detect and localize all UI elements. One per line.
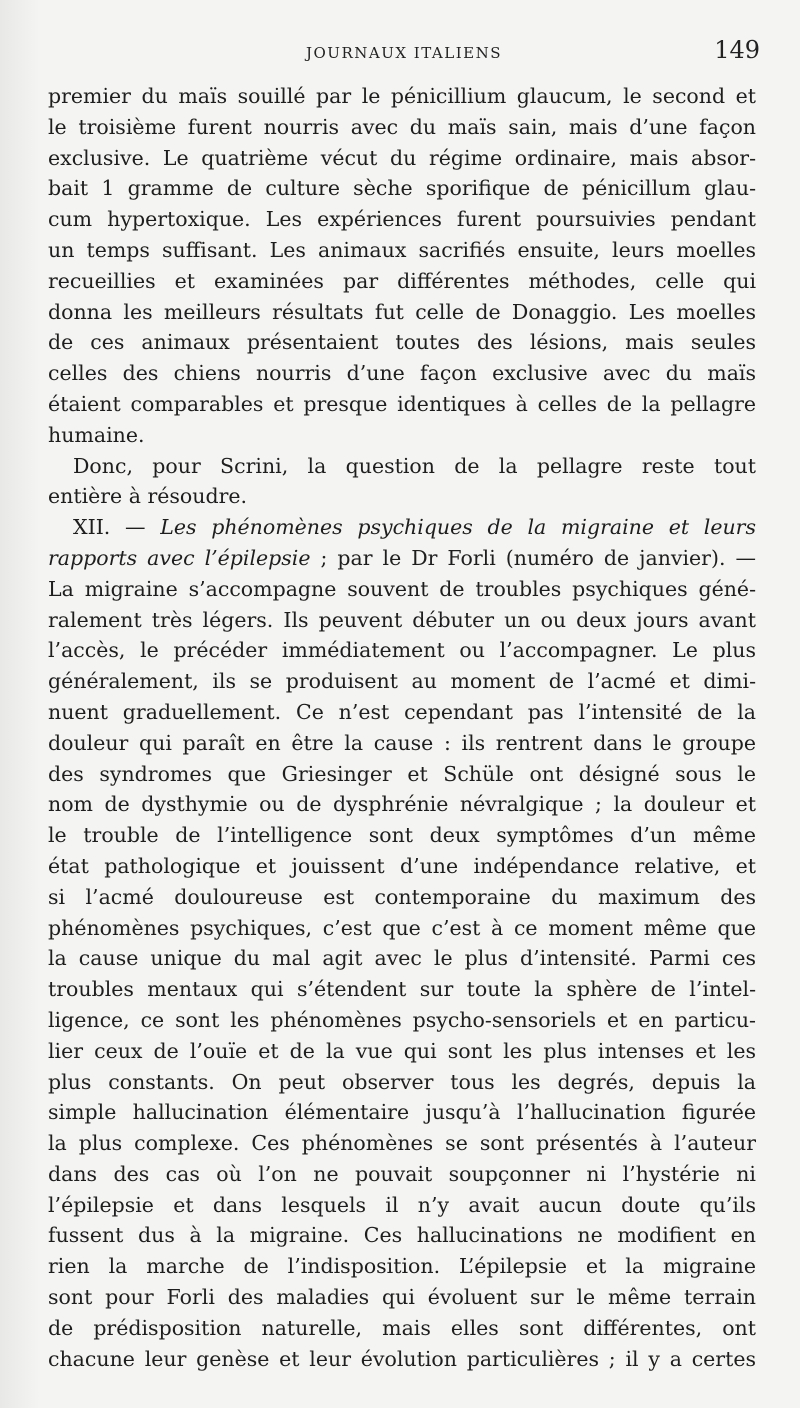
text-line: rapports avec l’épilepsie ; par le Dr Forli (numéro de janvier). — bbox=[48, 545, 756, 570]
text-line: humaine. bbox=[48, 422, 145, 447]
text-line: douleur qui paraît en être la cause : ils rentrent dans le groupe bbox=[48, 730, 756, 755]
text-line: sont pour Forli des maladies qui évoluent sur le même terrain bbox=[48, 1285, 756, 1310]
text-line: dans des cas où l’on ne pouvait soupçonner ni l’hystérie ni bbox=[48, 1161, 756, 1186]
text-line: généralement, ils se produisent au moment de l’acmé et dimi- bbox=[48, 669, 756, 694]
text-line: nuent graduellement. Ce n’est cependant pas l’intensité de la bbox=[48, 699, 756, 724]
text-line: lier ceux de l’ouïe et de la vue qui sont les plus intenses et les bbox=[48, 1038, 756, 1063]
text-line: troubles mentaux qui s’étendent sur toute la sphère de l’intel- bbox=[48, 977, 756, 1002]
text-line: le troisième furent nourris avec du maïs sain, mais d’une façon bbox=[48, 114, 756, 139]
text-line: de prédisposition naturelle, mais elles sont différentes, ont bbox=[48, 1315, 756, 1340]
text-line: des syndromes que Griesinger et Schüle ont désigné sous le bbox=[48, 761, 756, 786]
text-line: phénomènes psychiques, c’est que c’est à ce moment même que bbox=[48, 915, 756, 940]
text-line: fussent dus à la migraine. Ces hallucinations ne modifient en bbox=[48, 1223, 756, 1248]
text-line: cum hypertoxique. Les expériences furent poursuivies pendant bbox=[48, 207, 756, 232]
page-header bbox=[48, 36, 760, 70]
body-text bbox=[48, 81, 756, 1374]
text-line: bait 1 gramme de culture sèche sporifique de pénicillum glau- bbox=[48, 176, 756, 201]
text-line: la cause unique du mal agit avec le plus d’intensité. Parmi ces bbox=[48, 946, 756, 971]
text-line: l’accès, le précéder immédiatement ou l’accompagner. Le plus bbox=[48, 638, 756, 663]
text-line: de ces animaux présentaient toutes des lésions, mais seules bbox=[48, 330, 756, 355]
text-line: La migraine s’accompagne souvent de troubles psychiques géné- bbox=[48, 576, 756, 601]
text-line: si l’acmé douloureuse est contemporaine du maximum des bbox=[48, 884, 756, 909]
text-line: exclusive. Le quatrième vécut du régime ordinaire, mais absor- bbox=[48, 145, 756, 170]
running-head: JOURNAUX ITALIENS bbox=[306, 44, 502, 62]
text-line: plus constants. On peut observer tous les degrés, depuis la bbox=[48, 1069, 756, 1094]
text-line: la plus complexe. Ces phénomènes se sont présentés à l’auteur bbox=[48, 1131, 756, 1156]
text-line: le trouble de l’intelligence sont deux symptômes d’un même bbox=[48, 823, 756, 848]
text-line: l’épilepsie et dans lesquels il n’y avait aucun doute qu’ils bbox=[48, 1192, 756, 1217]
text-line: entière à résoudre. bbox=[48, 484, 248, 509]
text-line: un temps suffisant. Les animaux sacrifiés ensuite, leurs moelles bbox=[48, 237, 756, 262]
page-number: 149 bbox=[714, 36, 760, 64]
scan-shadow bbox=[0, 0, 40, 1408]
section-heading-line: XII. — Les phénomènes psychiques de la migraine et leurs bbox=[73, 515, 756, 540]
text-line: celles des chiens nourris d’une façon exclusive avec du maïs bbox=[48, 361, 756, 386]
text-line: étaient comparables et presque identiques à celles de la pellagre bbox=[48, 391, 756, 416]
text-line: Donc, pour Scrini, la question de la pellagre reste tout bbox=[73, 453, 756, 478]
text-line: nom de dysthymie ou de dysphrénie névralgique ; la douleur et bbox=[48, 792, 756, 817]
text-line: recueillies et examinées par différentes méthodes, celle qui bbox=[48, 268, 756, 293]
text-line: rien la marche de l’indisposition. L’épilepsie et la migraine bbox=[48, 1254, 756, 1279]
text-line: donna les meilleurs résultats fut celle de Donaggio. Les moelles bbox=[48, 299, 756, 324]
text-line: ligence, ce sont les phénomènes psycho-sensoriels et en particu- bbox=[48, 1007, 756, 1032]
text-line: état pathologique et jouissent d’une indépendance relative, et bbox=[48, 853, 756, 878]
text-line: ralement très légers. Ils peuvent débuter un ou deux jours avant bbox=[48, 607, 756, 632]
text-line: simple hallucination élémentaire jusqu’à l’hallucination figurée bbox=[48, 1100, 756, 1125]
text-line: premier du maïs souillé par le pénicillium glaucum, le second et bbox=[48, 84, 756, 108]
text-line: chacune leur genèse et leur évolution particulières ; il y a certes bbox=[48, 1346, 756, 1371]
